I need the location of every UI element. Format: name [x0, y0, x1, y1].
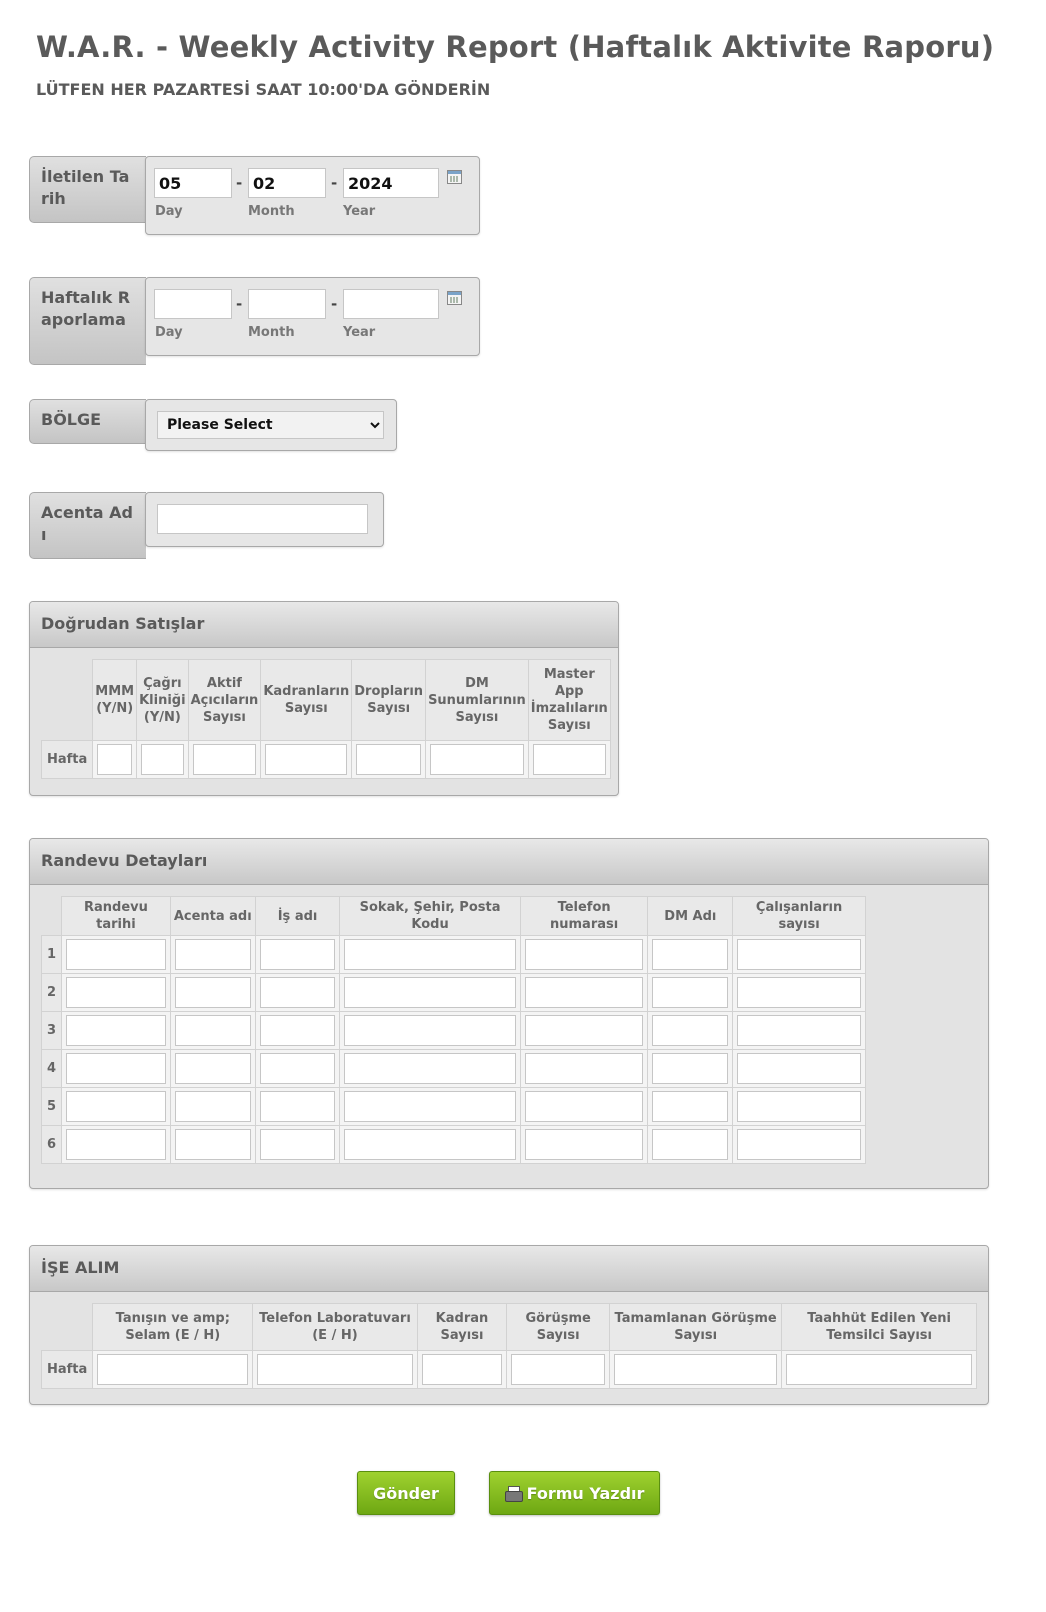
randevu-cell-input[interactable] — [652, 1091, 728, 1122]
table-row — [42, 1050, 866, 1088]
printer-icon — [505, 1486, 522, 1501]
row-number: 4 — [42, 1050, 62, 1088]
row-number: 3 — [42, 1012, 62, 1050]
randevu-cell-input[interactable] — [175, 1015, 251, 1046]
year-sublabel: Year — [343, 325, 376, 340]
randevu-cell-input[interactable] — [260, 1053, 336, 1084]
row-number: 1 — [42, 936, 62, 974]
column-header: DM Adı — [648, 897, 733, 936]
ise-alim-section — [29, 1245, 989, 1405]
dogrudan-satislar-title: Doğrudan Satışlar — [30, 602, 618, 648]
month-sublabel: Month — [248, 204, 295, 219]
randevu-cell-input[interactable] — [175, 1129, 251, 1160]
label-bolge: BÖLGE — [29, 399, 146, 444]
haftalik-raporlama-field — [145, 277, 480, 356]
randevu-cell-input[interactable] — [525, 1091, 644, 1122]
column-header: Görüşme Sayısı — [507, 1304, 610, 1351]
randevu-detaylari-table — [41, 896, 866, 1164]
table-corner — [42, 1304, 93, 1351]
bolge-select[interactable] — [157, 411, 384, 439]
randevu-cell-input[interactable] — [344, 1091, 515, 1122]
randevu-cell-input[interactable] — [652, 939, 728, 970]
column-header: Telefon numarası — [520, 897, 648, 936]
column-header: DM Sunumlarının Sayısı — [426, 660, 529, 741]
column-header: Sokak, Şehir, Posta Kodu — [340, 897, 520, 936]
label-acenta-adi: Acenta Adı — [29, 492, 146, 559]
year-sublabel: Year — [343, 204, 376, 219]
row-number: 5 — [42, 1088, 62, 1126]
haftalik-day-input[interactable] — [154, 289, 232, 319]
randevu-cell-input[interactable] — [344, 939, 515, 970]
iletilen-month-input[interactable] — [248, 168, 326, 198]
tamamlanan-gorusme-input[interactable] — [614, 1354, 777, 1385]
kadran-sayisi-input[interactable] — [422, 1354, 503, 1385]
column-header: Çalışanların sayısı — [733, 897, 866, 936]
date-separator: - — [331, 174, 338, 192]
dm-sunumlari-input[interactable] — [430, 744, 524, 775]
randevu-cell-input[interactable] — [737, 1091, 861, 1122]
column-header: Acenta adı — [170, 897, 255, 936]
randevu-cell-input[interactable] — [525, 977, 644, 1008]
column-header: İş adı — [255, 897, 340, 936]
gorusme-sayisi-input[interactable] — [511, 1354, 605, 1385]
randevu-cell-input[interactable] — [344, 977, 515, 1008]
date-separator: - — [236, 174, 243, 192]
randevu-cell-input[interactable] — [652, 1015, 728, 1046]
mmm-input[interactable] — [97, 744, 132, 775]
randevu-cell-input[interactable] — [344, 1053, 515, 1084]
randevu-cell-input[interactable] — [66, 1015, 166, 1046]
row-label-hafta: Hafta — [42, 741, 93, 779]
acenta-adi-input[interactable] — [157, 504, 368, 534]
calendar-icon[interactable] — [447, 291, 462, 305]
randevu-cell-input[interactable] — [652, 1053, 728, 1084]
table-row — [42, 1351, 977, 1389]
page-subtitle: LÜTFEN HER PAZARTESİ SAAT 10:00'DA GÖNDERİN — [36, 80, 491, 99]
randevu-cell-input[interactable] — [66, 1091, 166, 1122]
label-iletilen-tarih: İletilen Tarih — [29, 156, 146, 223]
randevu-cell-input[interactable] — [260, 1129, 336, 1160]
table-row — [42, 1088, 866, 1126]
randevu-detaylari-title: Randevu Detayları — [30, 839, 988, 885]
randevu-cell-input[interactable] — [525, 1053, 644, 1084]
row-label-hafta: Hafta — [42, 1351, 93, 1389]
tanisin-selam-input[interactable] — [97, 1354, 248, 1385]
randevu-cell-input[interactable] — [737, 977, 861, 1008]
table-row — [42, 1012, 866, 1050]
label-haftalik-raporlama: Haftalık Raporlama — [29, 277, 146, 365]
page-title: W.A.R. - Weekly Activity Report (Haftalık Aktivite Raporu) — [36, 30, 995, 64]
column-header: Kadranların Sayısı — [261, 660, 352, 741]
column-header: Çağrı Kliniği (Y/N) — [137, 660, 188, 741]
randevu-cell-input[interactable] — [737, 939, 861, 970]
randevu-cell-input[interactable] — [652, 977, 728, 1008]
calendar-icon[interactable] — [447, 170, 462, 184]
randevu-cell-input[interactable] — [175, 977, 251, 1008]
table-row — [42, 936, 866, 974]
print-form-button[interactable] — [489, 1471, 660, 1515]
row-number: 2 — [42, 974, 62, 1012]
table-corner — [42, 897, 62, 936]
randevu-detaylari-section — [29, 838, 989, 1189]
randevu-cell-input[interactable] — [66, 1129, 166, 1160]
randevu-cell-input[interactable] — [344, 1015, 515, 1046]
day-sublabel: Day — [155, 204, 183, 219]
table-row — [42, 1126, 866, 1164]
randevu-cell-input[interactable] — [525, 1015, 644, 1046]
randevu-cell-input[interactable] — [737, 1053, 861, 1084]
haftalik-year-input[interactable] — [343, 289, 439, 319]
row-number: 6 — [42, 1126, 62, 1164]
randevu-cell-input[interactable] — [525, 1129, 644, 1160]
column-header: Kadran Sayısı — [417, 1304, 507, 1351]
date-separator: - — [236, 295, 243, 313]
month-sublabel: Month — [248, 325, 295, 340]
table-row — [42, 974, 866, 1012]
randevu-cell-input[interactable] — [66, 1053, 166, 1084]
column-header: Taahhüt Edilen Yeni Temsilci Sayısı — [782, 1304, 977, 1351]
randevu-cell-input[interactable] — [175, 1053, 251, 1084]
column-header: Dropların Sayısı — [352, 660, 426, 741]
ise-alim-table — [41, 1303, 977, 1389]
table-corner — [42, 660, 93, 741]
column-header: Tamamlanan Görüşme Sayısı — [609, 1304, 781, 1351]
randevu-cell-input[interactable] — [260, 1015, 336, 1046]
randevu-cell-input[interactable] — [737, 1015, 861, 1046]
randevu-cell-input[interactable] — [175, 939, 251, 970]
day-sublabel: Day — [155, 325, 183, 340]
yeni-temsilci-input[interactable] — [786, 1354, 972, 1385]
table-row — [42, 741, 611, 779]
print-form-label: Formu Yazdır — [526, 1483, 645, 1503]
telefon-laboratuvari-input[interactable] — [257, 1354, 412, 1385]
column-header: Aktif Açıcıların Sayısı — [188, 660, 261, 741]
randevu-cell-input[interactable] — [66, 939, 166, 970]
randevu-cell-input[interactable] — [175, 1091, 251, 1122]
date-separator: - — [331, 295, 338, 313]
randevu-cell-input[interactable] — [344, 1129, 515, 1160]
iletilen-year-input[interactable] — [343, 168, 439, 198]
column-header: Tanışın ve amp; Selam (E / H) — [93, 1304, 253, 1351]
column-header: Master App İmzalıların Sayısı — [528, 660, 610, 741]
cagri-klinigi-input[interactable] — [141, 744, 183, 775]
iletilen-day-input[interactable] — [154, 168, 232, 198]
randevu-cell-input[interactable] — [525, 939, 644, 970]
dogrudan-satislar-section — [29, 601, 619, 796]
column-header: Telefon Laboratuvarı (E / H) — [253, 1304, 417, 1351]
randevu-cell-input[interactable] — [737, 1129, 861, 1160]
iletilen-tarih-field — [145, 156, 480, 235]
ise-alim-title: İŞE ALIM — [30, 1246, 988, 1292]
randevu-cell-input[interactable] — [652, 1129, 728, 1160]
haftalik-month-input[interactable] — [248, 289, 326, 319]
randevu-cell-input[interactable] — [260, 977, 336, 1008]
column-header: MMM (Y/N) — [93, 660, 137, 741]
droplar-input[interactable] — [356, 744, 421, 775]
randevu-cell-input[interactable] — [66, 977, 166, 1008]
kadranlar-input[interactable] — [265, 744, 347, 775]
randevu-cell-input[interactable] — [260, 1091, 336, 1122]
submit-button[interactable]: Gönder — [357, 1471, 455, 1515]
column-header: Randevu tarihi — [62, 897, 171, 936]
dogrudan-satislar-table — [41, 659, 611, 779]
bolge-field — [145, 399, 397, 451]
aktif-acicilar-input[interactable] — [193, 744, 257, 775]
master-app-input[interactable] — [533, 744, 606, 775]
randevu-cell-input[interactable] — [260, 939, 336, 970]
acenta-adi-field — [145, 492, 384, 547]
